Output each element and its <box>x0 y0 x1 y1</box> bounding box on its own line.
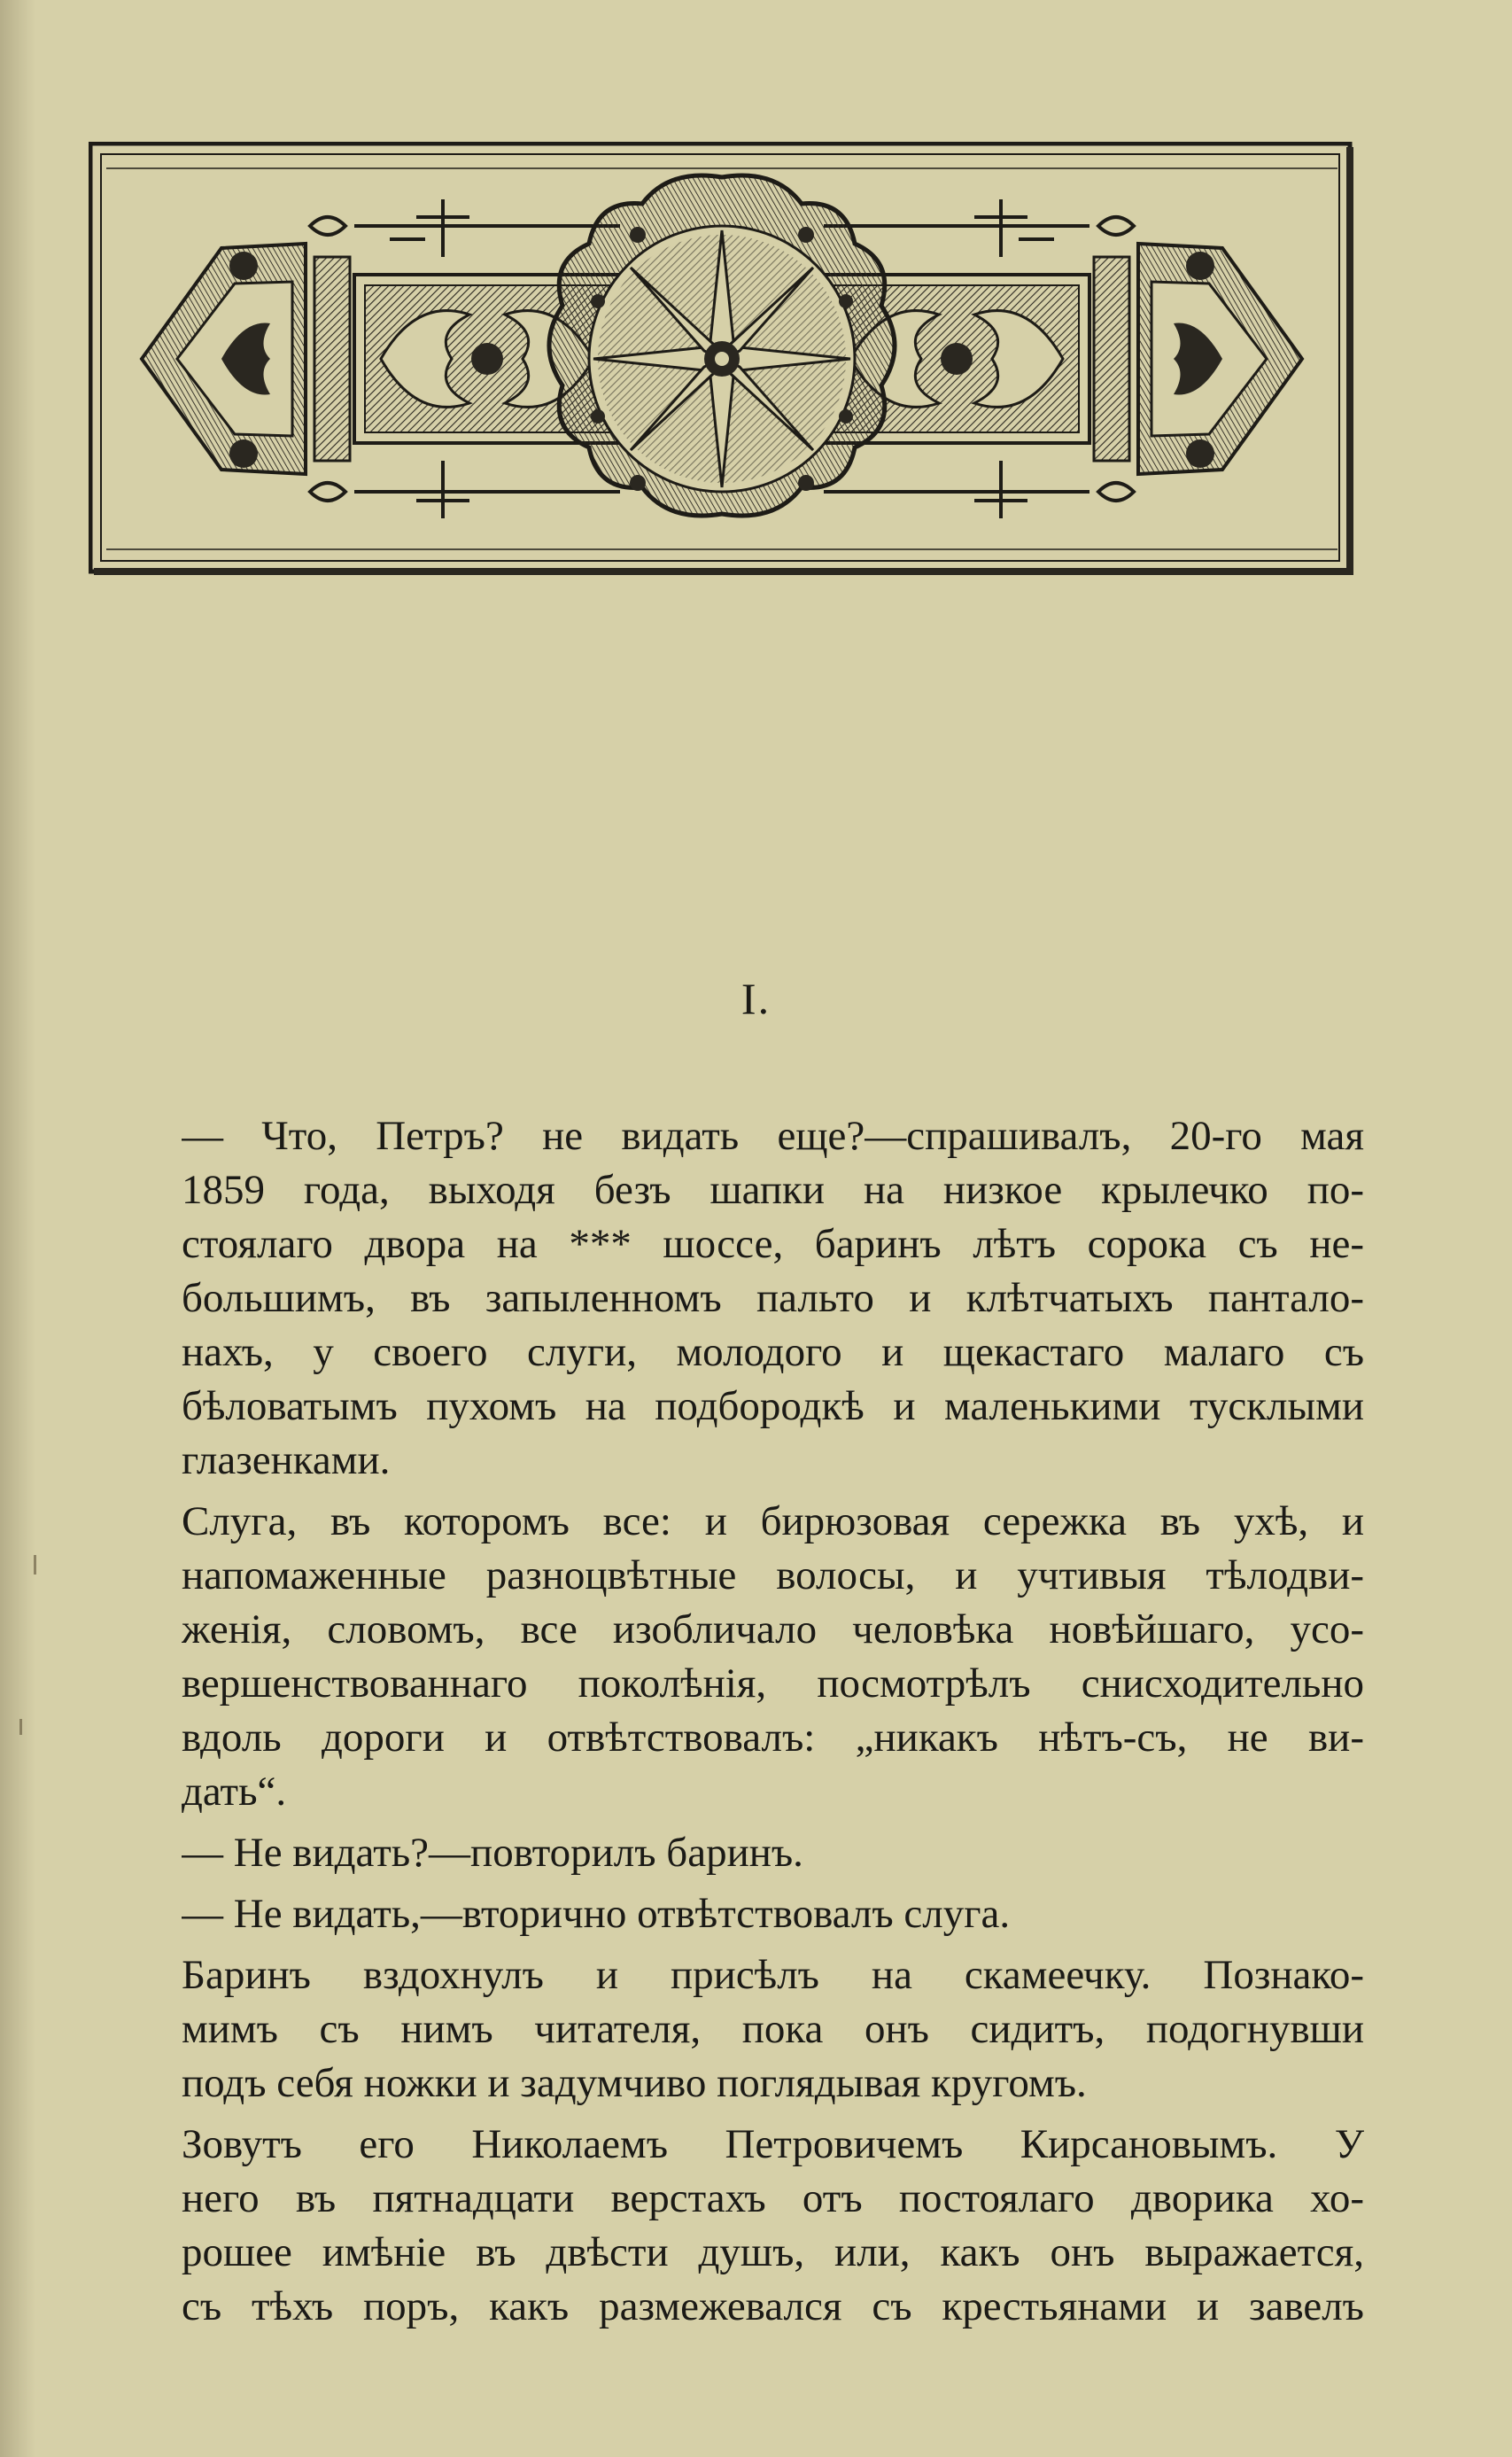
text-line: — Что, Петръ? не видать еще?—спрашивалъ, 20-го мая <box>182 1113 1364 1159</box>
body-text <box>182 1109 1364 2334</box>
text-line: рошее имѣніе въ двѣсти душъ, или, какъ онъ выражается, <box>182 2229 1364 2275</box>
paragraph <box>182 1109 1364 1488</box>
text-line: глазенками. <box>182 1437 391 1483</box>
text-line: вдоль дороги и отвѣтствовалъ: „никакъ нѣтъ-съ, не ви- <box>182 1714 1364 1761</box>
text-line: дать“. <box>182 1769 287 1815</box>
text-line: — Не видать,—вторично отвѣтствовалъ слуга. <box>182 1891 1011 1937</box>
text-line: Слуга, въ которомъ все: и бирюзовая сережка въ ухѣ, и <box>182 1498 1364 1544</box>
text-line: него въ пятнадцати верстахъ отъ постоялаго дворика хо- <box>182 2175 1364 2221</box>
text-line: мимъ съ нимъ читателя, пока онъ сидитъ, подогнувши <box>182 2006 1364 2052</box>
chapter-number: I. <box>740 974 772 1023</box>
text-line: женія, словомъ, все изобличало человѣка новѣйшаго, усо- <box>182 1606 1364 1652</box>
text-line: бѣловатымъ пухомъ на подбородкѣ и маленькими тусклыми <box>182 1383 1364 1429</box>
text-line: стоялаго двора на *** шоссе, баринъ лѣтъ сорока съ не- <box>182 1221 1364 1267</box>
margin-mark <box>34 1555 36 1575</box>
text-line: большимъ, въ запыленномъ пальто и клѣтчатыхъ пантало- <box>182 1275 1364 1321</box>
text-line: съ тѣхъ поръ, какъ размежевался съ крестьянами и завелъ <box>182 2283 1364 2329</box>
text-line: Баринъ вздохнулъ и присѣлъ на скамеечку. Познако- <box>182 1952 1364 1998</box>
text-line: 1859 года, выходя безъ шапки на низкое крылечко по- <box>182 1167 1364 1213</box>
paragraph <box>182 1887 1364 1941</box>
text-line: вершенствованнаго поколѣнія, посмотрѣлъ снисходительно <box>182 1660 1364 1707</box>
binding-shadow <box>0 0 35 2457</box>
text-line: Зовутъ его Николаемъ Петровичемъ Кирсановымъ. У <box>182 2121 1364 2167</box>
margin-mark <box>19 1719 22 1735</box>
text-line: нахъ, у своего слуги, молодого и щекастаго малаго съ <box>182 1329 1364 1375</box>
paragraph <box>182 1948 1364 2111</box>
paragraph <box>182 2118 1364 2334</box>
text-line: напомаженные разноцвѣтные волосы, и учтивыя тѣлодви- <box>182 1552 1364 1598</box>
text-line: подъ себя ножки и задумчиво поглядывая кругомъ. <box>182 2060 1087 2106</box>
paragraph <box>182 1826 1364 1880</box>
paragraph <box>182 1495 1364 1819</box>
text-line: — Не видать?—повторилъ баринъ. <box>182 1830 803 1876</box>
decorative-headpiece <box>89 142 1355 580</box>
